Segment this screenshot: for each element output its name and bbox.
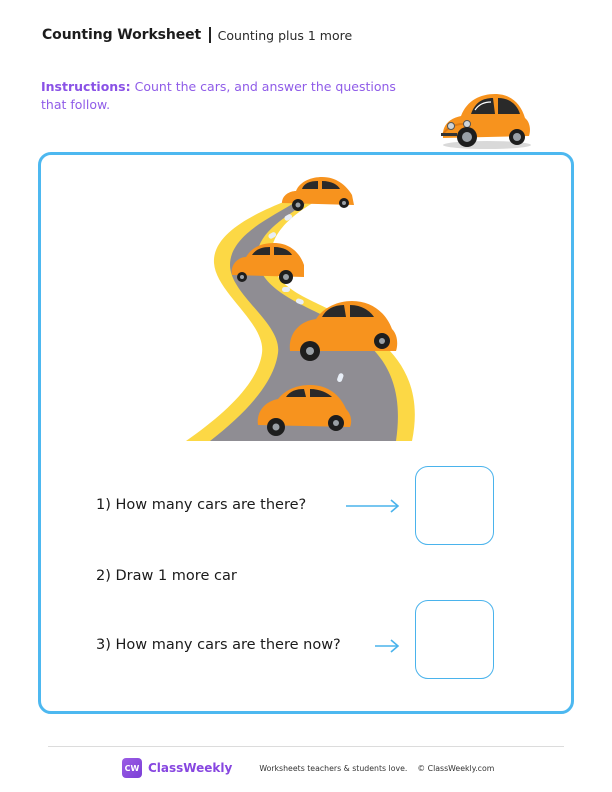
worksheet-subtitle: Counting plus 1 more [217,27,353,43]
question-2: 2) Draw 1 more car [96,568,237,584]
footer [122,758,494,778]
brand-name: ClassWeekly [148,761,233,775]
footer-copyright: © ClassWeekly.com [417,763,495,773]
arrow-right-icon [375,639,400,653]
title-divider [209,27,211,43]
classweekly-logo-icon: CW [122,758,142,778]
road-with-cars-illustration [186,173,420,441]
worksheet-header [42,27,352,43]
instructions-label: Instructions: [41,79,131,94]
instructions-text: Count the cars, and answer the questions that follow. [41,79,396,112]
instructions [41,78,401,114]
car-icon [437,88,533,150]
answer-box-1[interactable] [415,466,494,545]
answer-box-3[interactable] [415,600,494,679]
car-1 [282,177,354,211]
question-3: 3) How many cars are there now? [96,637,341,653]
worksheet-title: Counting Worksheet [42,27,202,43]
footer-divider [48,746,564,747]
footer-tagline: Worksheets teachers & students love. [259,763,408,773]
arrow-right-icon [346,499,400,513]
question-1: 1) How many cars are there? [96,497,307,513]
